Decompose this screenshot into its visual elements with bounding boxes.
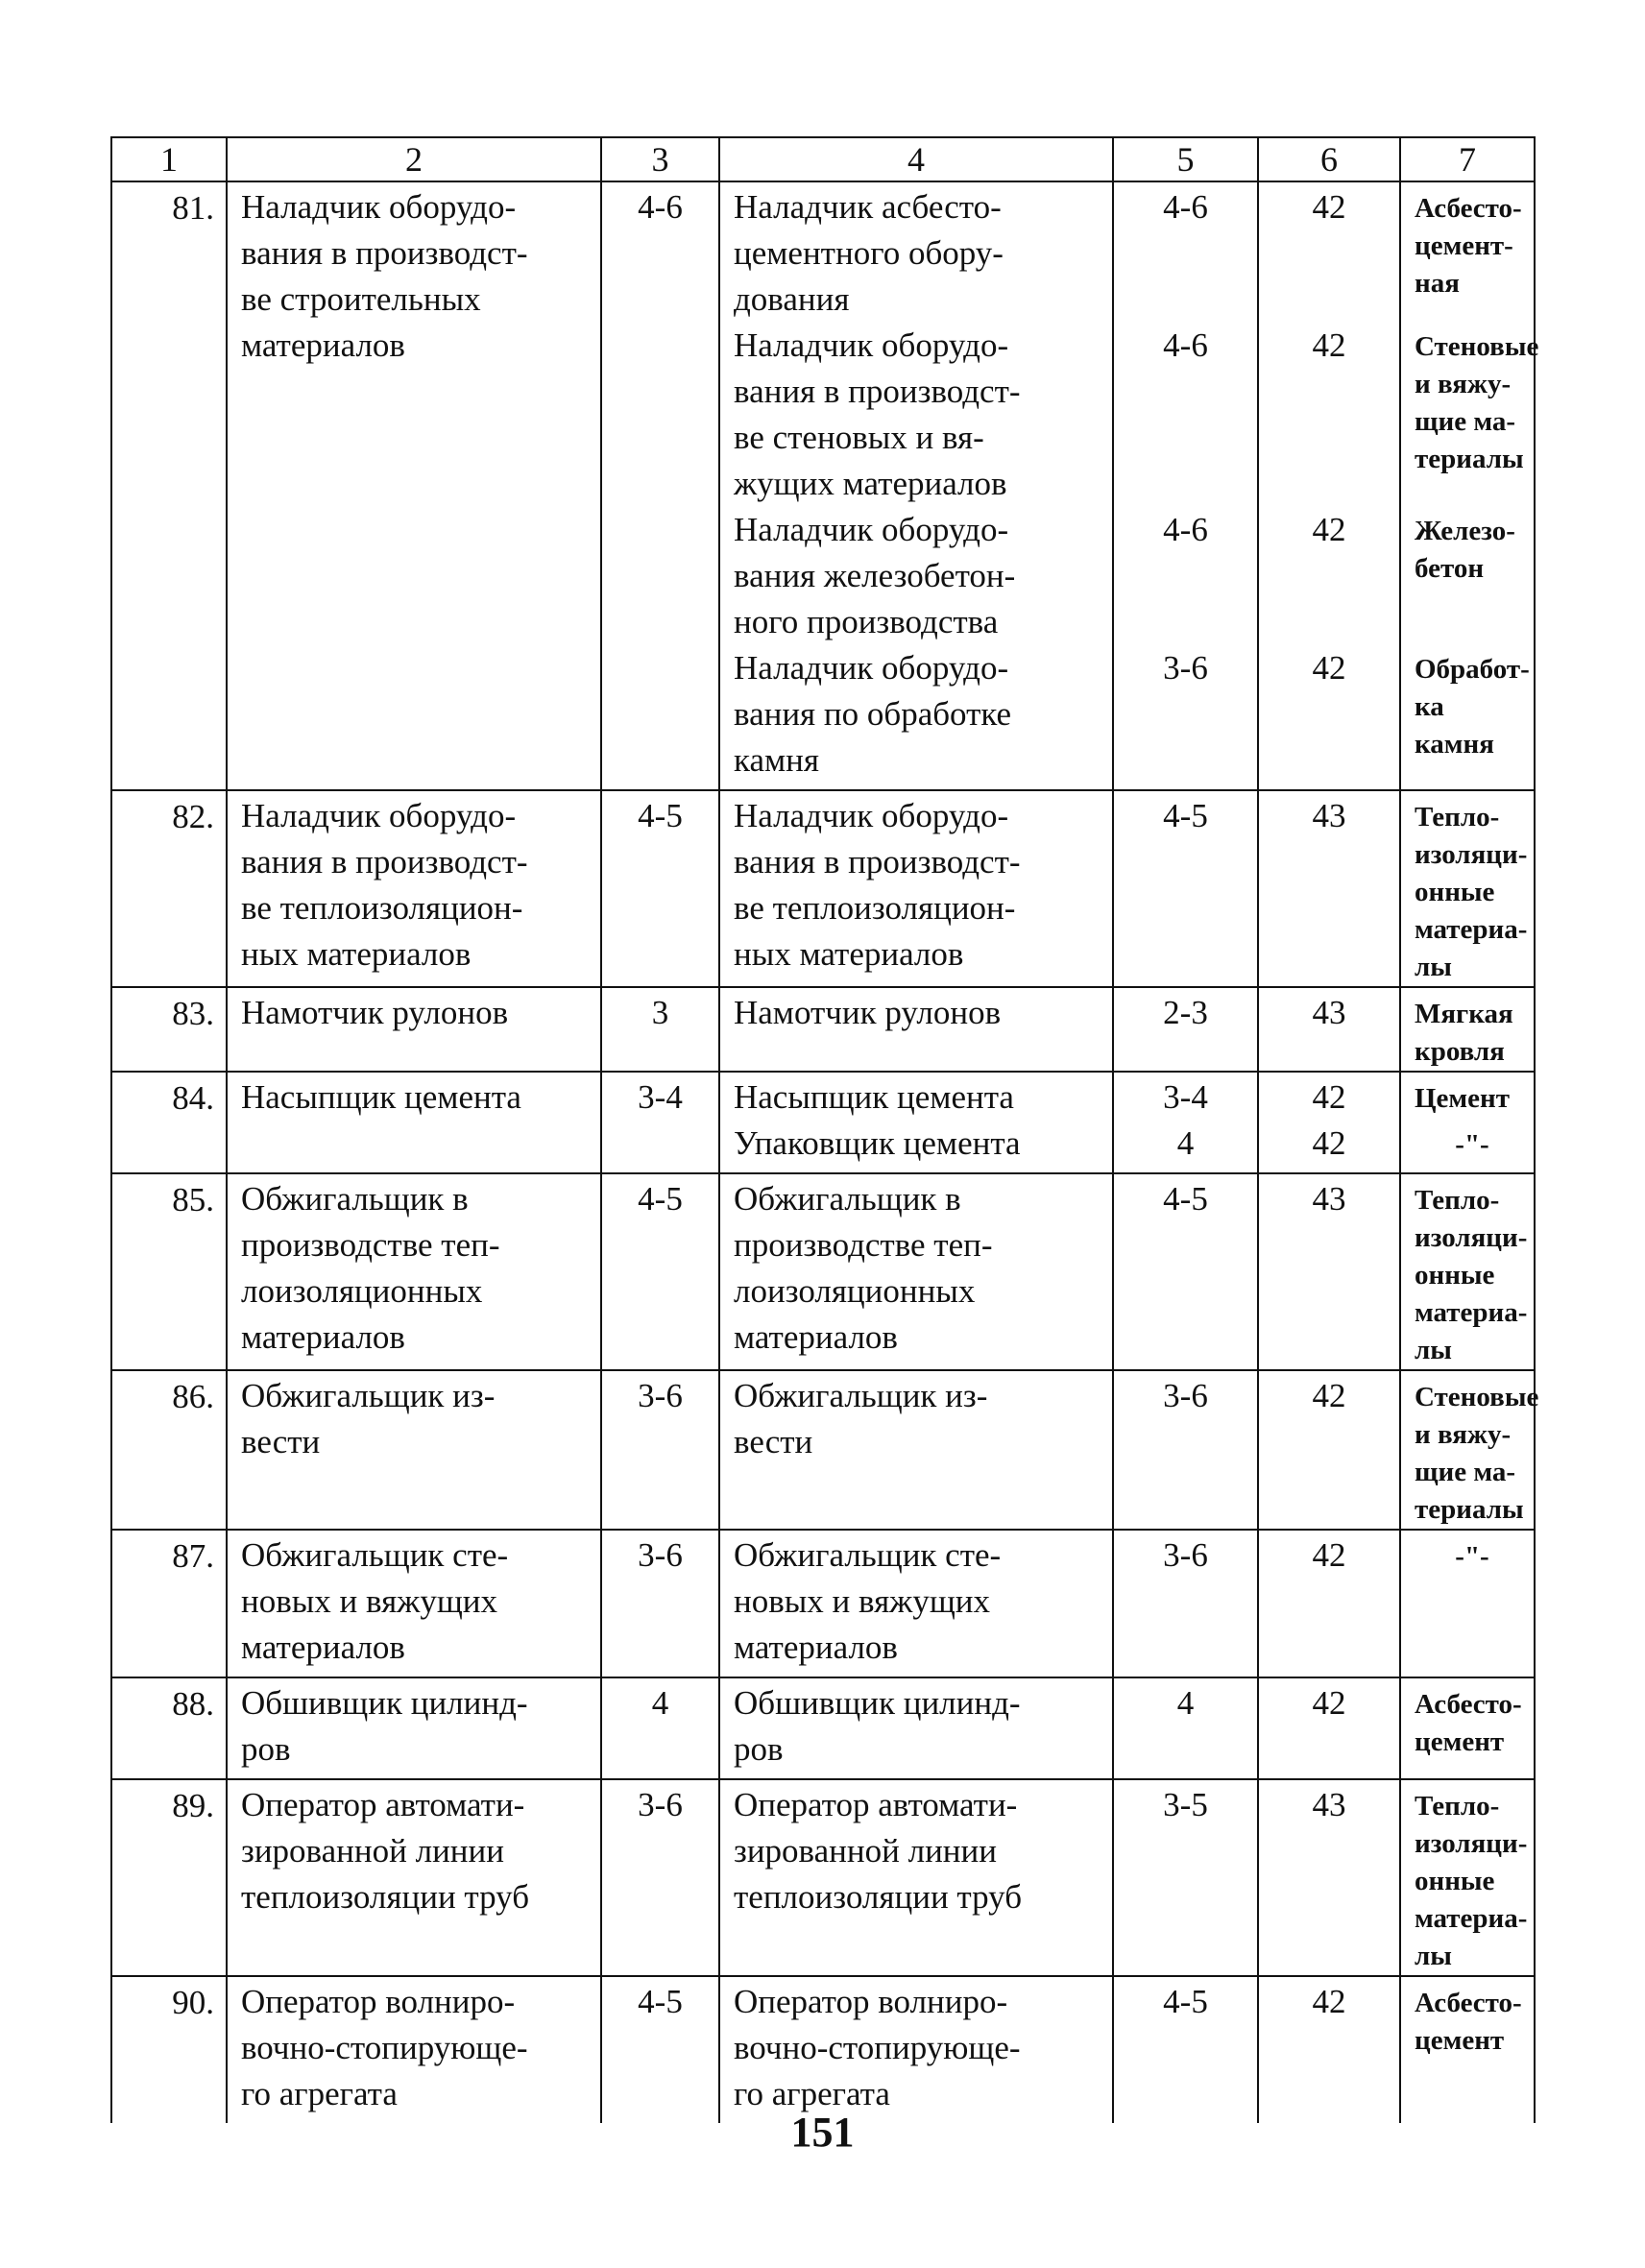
etks-profession-cell <box>719 1530 1113 1677</box>
etks-profession-cell <box>719 181 1113 790</box>
etks-profession-name: Оператор автомати- зированной линии теплоизоляции труб <box>734 1786 1023 1916</box>
etks-profession-name: Упаковщик цемента <box>734 1124 1021 1162</box>
row-number: 89. <box>111 1779 227 1976</box>
profession-name: Наладчик оборудо- вания в производст- ве теплоизоляцион- ных материалов <box>227 790 601 987</box>
etks-section-cell <box>1400 790 1535 987</box>
table-row <box>111 1173 1535 1370</box>
table-row <box>111 1779 1535 1976</box>
etks-issue-number: 43 <box>1312 797 1346 834</box>
etks-profession-name: Обжигальщик из- вести <box>734 1377 988 1460</box>
row-number: 87. <box>111 1530 227 1677</box>
etks-issue-cell <box>1258 1779 1400 1976</box>
profession-grade: 4-6 <box>601 181 719 790</box>
etks-issue-number: 42 <box>1312 649 1346 687</box>
etks-section-name: Тепло- изоляци- онные материа- лы <box>1415 1185 1528 1365</box>
etks-grade-cell <box>1113 1072 1258 1173</box>
row-number: 81. <box>111 181 227 790</box>
table-row <box>111 1677 1535 1779</box>
profession-grade: 4 <box>601 1677 719 1779</box>
etks-grade-cell <box>1113 987 1258 1072</box>
etks-issue-number: 43 <box>1312 994 1346 1031</box>
etks-issue-cell <box>1258 1370 1400 1530</box>
etks-profession-cell <box>719 790 1113 987</box>
etks-grade-range: 3-6 <box>1163 1536 1208 1574</box>
column-number-header-row <box>111 137 1535 181</box>
profession-name: Обжигальщик из- вести <box>227 1370 601 1530</box>
etks-section-cell <box>1400 1370 1539 1530</box>
etks-profession-cell <box>719 1779 1113 1976</box>
profession-name: Оператор автомати- зированной линии теплоизоляции труб <box>227 1779 601 1976</box>
etks-grade-range: 4-6 <box>1163 188 1208 226</box>
etks-section-name: -"- <box>1455 1129 1489 1160</box>
etks-section-name: Стеновые и вяжу- щие ма- териалы <box>1415 1382 1539 1525</box>
row-number: 82. <box>111 790 227 987</box>
profession-name: Наладчик оборудо- вания в производст- ве строительных материалов <box>227 181 601 790</box>
etks-grade-cell <box>1113 1677 1258 1779</box>
row-number: 83. <box>111 987 227 1072</box>
etks-section-cell <box>1400 1173 1535 1370</box>
table-row <box>111 1530 1535 1677</box>
etks-grade-range: 4-5 <box>1163 797 1208 834</box>
etks-section-name: Железо- бетон <box>1415 516 1515 584</box>
etks-section-cell <box>1400 1677 1535 1779</box>
column-header-7: 7 <box>1400 137 1535 181</box>
etks-section-name: Мягкая кровля <box>1415 999 1513 1067</box>
etks-issue-number: 42 <box>1312 511 1346 548</box>
row-number: 86. <box>111 1370 227 1530</box>
etks-issue-number: 42 <box>1312 1124 1346 1162</box>
etks-grade-range: 3-5 <box>1163 1786 1208 1823</box>
etks-section-cell <box>1400 1779 1535 1976</box>
etks-section-name: Обработ- ка камня <box>1415 654 1530 760</box>
profession-name: Обжигальщик в производстве теп- лоизоляционных материалов <box>227 1173 601 1370</box>
etks-section-name: -"- <box>1455 1541 1489 1572</box>
table-row <box>111 987 1535 1072</box>
etks-grade-cell <box>1113 181 1258 790</box>
etks-section-cell <box>1400 1072 1535 1173</box>
table-row <box>111 1976 1535 2123</box>
etks-issue-number: 42 <box>1312 1536 1346 1574</box>
profession-name: Обшивщик цилинд- ров <box>227 1677 601 1779</box>
etks-issue-number: 43 <box>1312 1180 1346 1218</box>
etks-profession-name: Насыпщик цемента <box>734 1078 1014 1116</box>
etks-grade-range: 4-5 <box>1163 1983 1208 2020</box>
table-row <box>111 181 1535 790</box>
etks-issue-cell <box>1258 1976 1400 2123</box>
professions-table <box>110 136 1539 2123</box>
etks-grade-cell <box>1113 1173 1258 1370</box>
etks-section-name: Асбесто- цемент <box>1415 1988 1522 2056</box>
etks-section-name: Цемент <box>1415 1083 1511 1114</box>
etks-section-cell <box>1400 987 1535 1072</box>
etks-issue-cell <box>1258 1677 1400 1779</box>
etks-section-name: Асбесто- цемент <box>1415 1689 1522 1757</box>
etks-profession-name: Намотчик рулонов <box>734 994 1002 1031</box>
etks-issue-cell <box>1258 1173 1400 1370</box>
etks-issue-number: 42 <box>1312 326 1346 364</box>
etks-grade-range: 3-6 <box>1163 649 1208 687</box>
profession-grade: 3-6 <box>601 1779 719 1976</box>
etks-issue-cell <box>1258 181 1400 790</box>
etks-section-cell <box>1400 1976 1535 2123</box>
etks-grade-range: 4-5 <box>1163 1180 1208 1218</box>
column-header-5: 5 <box>1113 137 1258 181</box>
etks-grade-range: 3-4 <box>1163 1078 1208 1116</box>
column-header-2: 2 <box>227 137 601 181</box>
etks-issue-number: 42 <box>1312 1078 1346 1116</box>
etks-profession-cell <box>719 1976 1113 2123</box>
etks-section-name: Стеновые и вяжу- щие ма- териалы <box>1415 331 1539 474</box>
column-header-3: 3 <box>601 137 719 181</box>
etks-profession-name: Оператор волниро- вочно-стопирующе- го агрегата <box>734 1983 1021 2112</box>
etks-section-name: Тепло- изоляци- онные материа- лы <box>1415 802 1528 982</box>
etks-profession-cell <box>719 1370 1113 1530</box>
etks-grade-cell <box>1113 1976 1258 2123</box>
profession-grade: 4-5 <box>601 790 719 987</box>
etks-issue-cell <box>1258 1072 1400 1173</box>
etks-issue-number: 42 <box>1312 188 1346 226</box>
etks-profession-cell <box>719 1173 1113 1370</box>
etks-grade-range: 4 <box>1176 1684 1195 1722</box>
etks-grade-range: 4 <box>1176 1124 1195 1162</box>
etks-issue-number: 42 <box>1312 1377 1346 1414</box>
row-number: 90. <box>111 1976 227 2123</box>
row-number: 85. <box>111 1173 227 1370</box>
row-number: 84. <box>111 1072 227 1173</box>
profession-name: Оператор волниро- вочно-стопирующе- го агрегата <box>227 1976 601 2123</box>
classifier-table-page <box>110 136 1539 2123</box>
column-header-6: 6 <box>1258 137 1400 181</box>
etks-profession-name: Наладчик оборудо- вания по обработке камня <box>734 649 1012 779</box>
column-header-1: 1 <box>111 137 227 181</box>
etks-section-name: Тепло- изоляци- онные материа- лы <box>1415 1791 1528 1971</box>
profession-name: Обжигальщик сте- новых и вяжущих материалов <box>227 1530 601 1677</box>
etks-section-cell <box>1400 1530 1535 1677</box>
etks-issue-number: 42 <box>1312 1684 1346 1722</box>
table-row <box>111 790 1535 987</box>
etks-profession-cell <box>719 987 1113 1072</box>
table-body <box>111 137 1539 2123</box>
etks-grade-cell <box>1113 1779 1258 1976</box>
etks-profession-cell <box>719 1677 1113 1779</box>
etks-issue-cell <box>1258 790 1400 987</box>
etks-grade-range: 4-6 <box>1163 326 1208 364</box>
profession-grade: 3 <box>601 987 719 1072</box>
column-header-4: 4 <box>719 137 1113 181</box>
etks-grade-range: 2-3 <box>1163 994 1208 1031</box>
etks-profession-name: Обжигальщик сте- новых и вяжущих материалов <box>734 1536 1002 1666</box>
etks-profession-name: Обжигальщик в производстве теп- лоизоляционных материалов <box>734 1180 993 1356</box>
profession-grade: 4-5 <box>601 1976 719 2123</box>
profession-grade: 3-6 <box>601 1370 719 1530</box>
etks-section-cell <box>1400 181 1539 790</box>
etks-section-name: Асбесто- цемент- ная <box>1415 193 1522 299</box>
profession-grade: 4-5 <box>601 1173 719 1370</box>
etks-profession-name: Наладчик оборудо- вания железобетон- ного производства <box>734 511 1016 640</box>
page-number: 151 <box>790 2109 855 2156</box>
etks-grade-range: 3-6 <box>1163 1377 1208 1414</box>
profession-name: Намотчик рулонов <box>227 987 601 1072</box>
etks-issue-cell <box>1258 987 1400 1072</box>
etks-profession-name: Обшивщик цилинд- ров <box>734 1684 1021 1768</box>
etks-grade-cell <box>1113 790 1258 987</box>
etks-grade-range: 4-6 <box>1163 511 1208 548</box>
etks-profession-name: Наладчик оборудо- вания в производст- ве теплоизоляцион- ных материалов <box>734 797 1021 973</box>
profession-grade: 3-6 <box>601 1530 719 1677</box>
etks-profession-cell <box>719 1072 1113 1173</box>
etks-issue-number: 43 <box>1312 1786 1346 1823</box>
etks-grade-cell <box>1113 1370 1258 1530</box>
etks-issue-cell <box>1258 1530 1400 1677</box>
profession-grade: 3-4 <box>601 1072 719 1173</box>
row-number: 88. <box>111 1677 227 1779</box>
etks-issue-number: 42 <box>1312 1983 1346 2020</box>
etks-profession-name: Наладчик асбесто- цементного обору- дования <box>734 188 1004 318</box>
table-row <box>111 1072 1535 1173</box>
etks-profession-name: Наладчик оборудо- вания в производст- ве стеновых и вя- жущих материалов <box>734 326 1021 502</box>
profession-name: Насыпщик цемента <box>227 1072 601 1173</box>
table-row <box>111 1370 1535 1530</box>
etks-grade-cell <box>1113 1530 1258 1677</box>
